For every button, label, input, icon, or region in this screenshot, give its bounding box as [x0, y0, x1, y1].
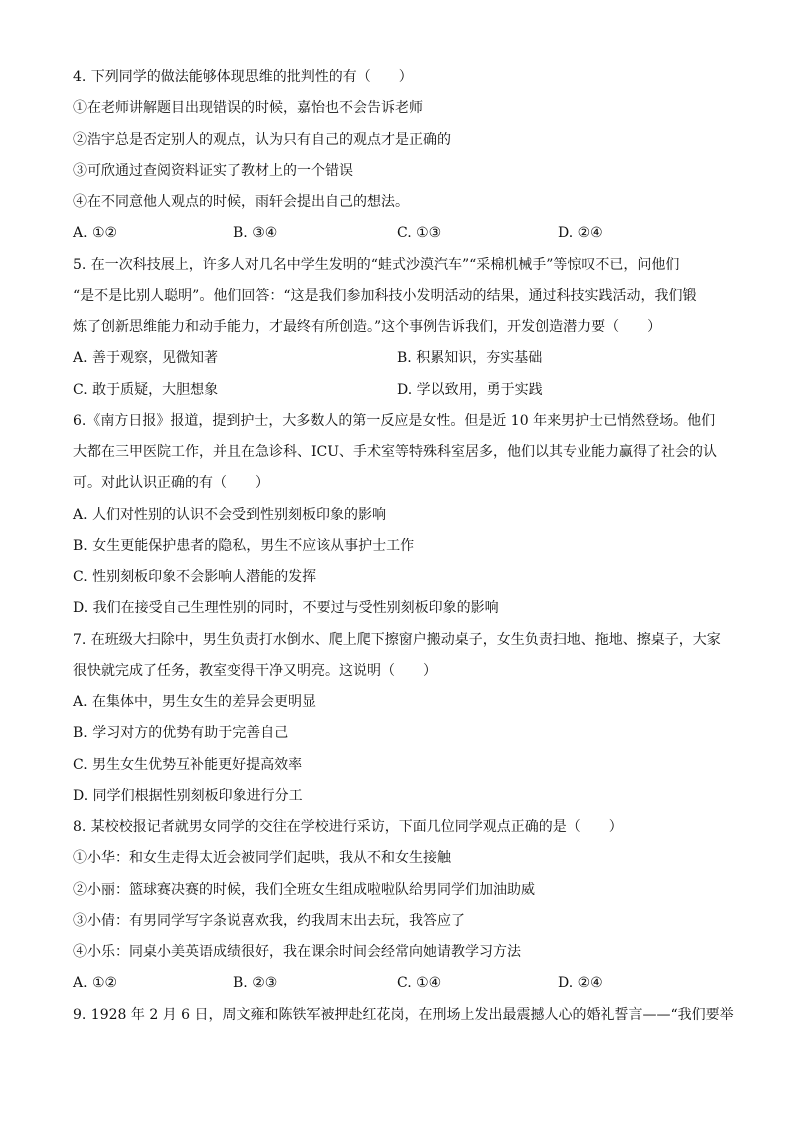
- q7-stem-line-1: 7. 在班级大扫除中，男生负责打水倒水、爬上爬下擦窗户搬动桌子，女生负责扫地、拖地、擦桌子，大家: [73, 632, 721, 648]
- q5-option-c: C. 敢于质疑，大胆想象: [73, 382, 219, 398]
- q5-stem-line-3: 炼了创新思维能力和动手能力，才最终有所创造。”这个事例告诉我们，开发创造潜力要（ ）: [73, 319, 662, 335]
- q8-item-3: ③小倩：有男同学写字条说喜欢我，约我周末出去玩，我答应了: [73, 913, 465, 929]
- q6-option-a: A. 人们对性别的认识不会受到性别刻板印象的影响: [73, 507, 387, 523]
- q8-option-b: B. ②③: [233, 975, 278, 991]
- q8-option-c: C. ①④: [397, 975, 442, 991]
- q7-option-c: C. 男生女生优势互补能更好提高效率: [73, 757, 303, 773]
- q5-option-b: B. 积累知识，夯实基础: [397, 350, 543, 366]
- q6-stem-line-3: 可。对此认识正确的有（ ）: [73, 475, 269, 491]
- q6-option-b: B. 女生更能保护患者的隐私，男生不应该从事护士工作: [73, 538, 415, 554]
- q4-option-d: D. ②④: [558, 225, 603, 241]
- q8-item-4: ④小乐：同桌小美英语成绩很好，我在课余时间会经常向她请教学习方法: [73, 944, 521, 960]
- q6-option-c: C. 性别刻板印象不会影响人潜能的发挥: [73, 569, 317, 585]
- q8-option-d: D. ②④: [558, 975, 603, 991]
- q6-stem-line-2: 大都在三甲医院工作，并且在急诊科、ICU、手术室等特殊科室居多，他们以其专业能力赢得了社会的认: [73, 444, 718, 460]
- q8-option-a: A. ①②: [73, 975, 118, 991]
- q8-item-2: ②小丽：篮球赛决赛的时候，我们全班女生组成啦啦队给男同学们加油助威: [73, 882, 535, 898]
- q5-option-d: D. 学以致用，勇于实践: [397, 382, 543, 398]
- q7-option-d: D. 同学们根据性别刻板印象进行分工: [73, 788, 303, 804]
- q4-item-4: ④在不同意他人观点的时候，雨轩会提出自己的想法。: [73, 194, 409, 210]
- q9-stem: 9. 1928 年 2 月 6 日，周文雍和陈铁军被押赴红花岗，在刑场上发出最震撼人心的婚礼誓言——“我们要举: [73, 1007, 734, 1023]
- q8-stem: 8. 某校校报记者就男女同学的交往在学校进行采访，下面几位同学观点正确的是（ ）: [73, 819, 623, 835]
- q4-item-2: ②浩宇总是否定别人的观点，认为只有自己的观点才是正确的: [73, 132, 451, 148]
- q5-option-a: A. 善于观察，见微知著: [73, 350, 219, 366]
- q6-option-d: D. 我们在接受自己生理性别的同时，不要过与受性别刻板印象的影响: [73, 600, 499, 616]
- q4-stem: 4. 下列同学的做法能够体现思维的批判性的有（ ）: [73, 69, 413, 85]
- q4-option-a: A. ①②: [73, 225, 118, 241]
- q8-item-1: ①小华：和女生走得太近会被同学们起哄，我从不和女生接触: [73, 850, 451, 866]
- q7-option-b: B. 学习对方的优势有助于完善自己: [73, 725, 289, 741]
- q5-stem-line-2: “是不是比别人聪明”。他们回答：“这是我们参加科技小发明活动的结果，通过科技实践活动，我们锻: [73, 288, 697, 304]
- q4-item-3: ③可欣通过查阅资料证实了教材上的一个错误: [73, 163, 353, 179]
- q4-option-c: C. ①③: [397, 225, 442, 241]
- q4-option-b: B. ③④: [233, 225, 278, 241]
- q7-option-a: A. 在集体中，男生女生的差异会更明显: [73, 694, 317, 710]
- q7-stem-line-2: 很快就完成了任务，教室变得干净又明亮。这说明（ ）: [73, 663, 437, 679]
- q4-item-1: ①在老师讲解题目出现错误的时候，嘉怡也不会告诉老师: [73, 100, 423, 116]
- q5-stem-line-1: 5. 在一次科技展上，许多人对几名中学生发明的“蛙式沙漠汽车”“采棉机械手”等惊叹不已，问他们: [73, 257, 680, 273]
- q6-stem-line-1: 6.《南方日报》报道，提到护士，大多数人的第一反应是女性。但是近 10 年来男护士已悄然登场。他们: [73, 413, 716, 429]
